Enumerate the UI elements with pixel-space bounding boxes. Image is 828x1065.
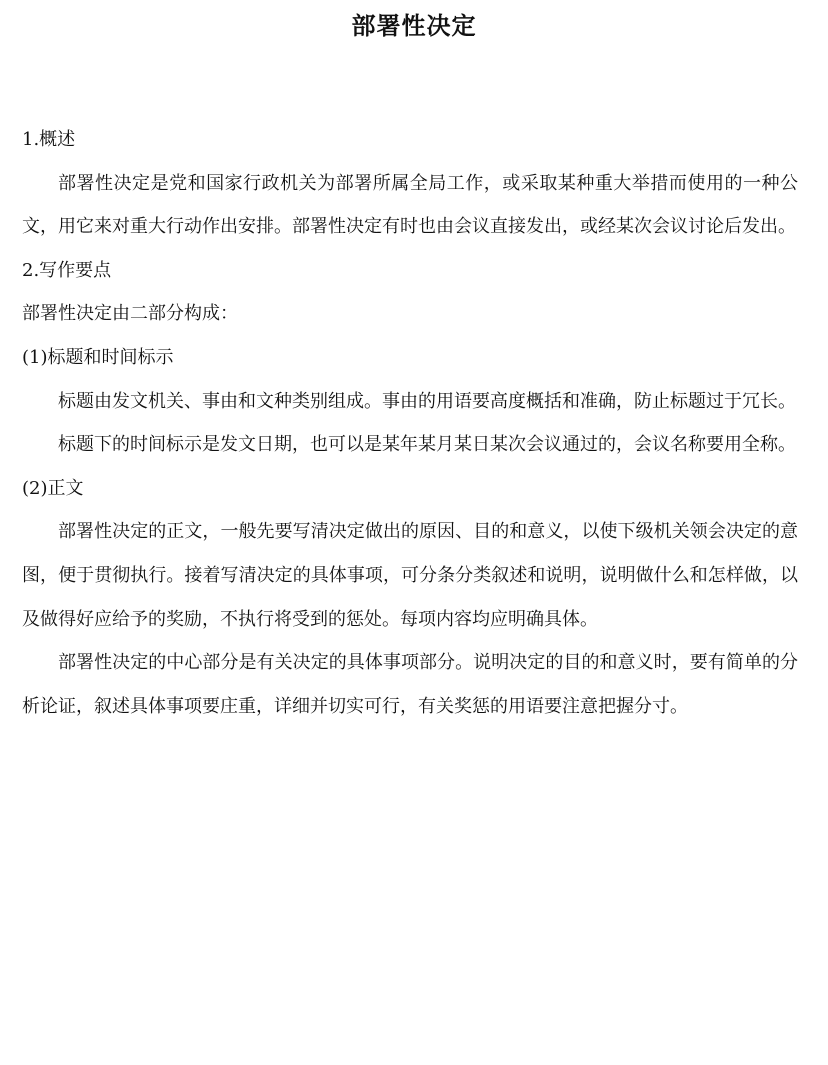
subsection-heading-title-time: (1)标题和时间标示	[22, 346, 174, 368]
overview-paragraph: 部署性决定是党和国家行政机关为部署所属全局工作，或采取某种重大举措而使用的一种公文，用它来对重大行动作出安排。部署性决定有时也由会议直接发出，或经某次会议讨论后发出。	[22, 172, 798, 238]
body-paragraph-2: 部署性决定的中心部分是有关决定的具体事项部分。说明决定的目的和意义时，要有简单的分析论证，叙述具体事项要庄重，详细并切实可行，有关奖惩的用语要注意把握分寸。	[22, 652, 798, 717]
body-paragraph-1: 部署性决定的正文，一般先要写清决定做出的原因、目的和意义，以使下级机关领会决定的意图，便于贯彻执行。接着写清决定的具体事项，可分条分类叙述和说明，说明做什么和怎样做，以及做得好应给予的奖励，不执行将受到的惩处。每项内容均应明确具体。	[22, 521, 798, 630]
document-title: 部署性决定	[351, 11, 477, 40]
subsection-heading-body: (2)正文	[22, 477, 84, 499]
title-paragraph: 标题由发文机关、事由和文种类别组成。事由的用语要高度概括和准确，防止标题过于冗长。	[58, 390, 796, 412]
writing-points-intro: 部署性决定由二部分构成：	[22, 303, 238, 325]
time-mark-paragraph: 标题下的时间标示是发文日期，也可以是某年某月某日某次会议通过的，会议名称要用全称。	[58, 434, 796, 456]
section-heading-overview: 1.概述	[22, 129, 76, 150]
section-heading-writing-points: 2.写作要点	[22, 259, 112, 281]
document-body	[22, 118, 798, 728]
